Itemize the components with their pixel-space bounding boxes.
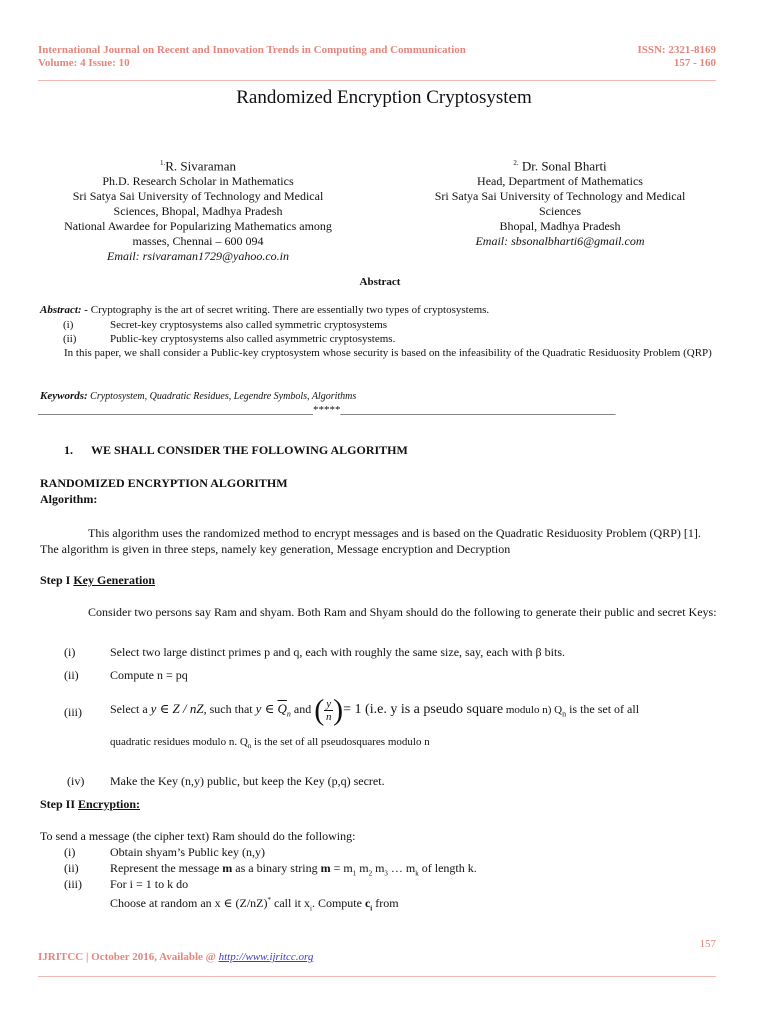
algorithm-paragraph: This algorithm uses the randomized method to encrypt messages and is based on the Quadratic Residuosity Problem (QRP) [1]. The algorithm is given in three steps, namely key generation, Message encryption and Decryption <box>40 526 701 556</box>
step2-iv-a: Choose at random an x ∈ (Z/nZ) <box>110 896 268 910</box>
step1-iii-a: Select a <box>110 702 151 716</box>
footer-rule <box>38 976 716 977</box>
step2-iii-num: (iii) <box>64 877 82 891</box>
step1-iii-num: (iii) <box>64 705 82 719</box>
author-2-line: Sri Satya Sai University of Technology and Medical <box>434 189 686 204</box>
abstract-item-num: (ii) <box>63 333 77 345</box>
step2-ii-s2: 2 <box>368 869 373 878</box>
step1-ii-text: Compute n = pq <box>110 668 188 682</box>
author-2-name: Dr. Sonal Bharti <box>521 158 607 174</box>
step2-paragraph: To send a message (the cipher text) Ram should do the following: <box>40 829 356 843</box>
issn: ISSN: 2321-8169 <box>637 44 716 56</box>
step2-iv-e: from <box>372 896 399 910</box>
step2-ii-i: of length k. <box>418 861 477 875</box>
step1-iii-f: modulo n) Q <box>503 704 563 716</box>
step2-iv-sub2: i <box>370 904 373 913</box>
math-y-in-zn: y ∈ Z / nZ <box>150 701 204 716</box>
author-2 <box>402 155 718 249</box>
step1-ii-num: (ii) <box>64 668 79 682</box>
step2-ii-h: … m <box>387 861 416 875</box>
math-y-in: y ∈ <box>255 701 278 716</box>
abstract-intro-text: Cryptography is the art of secret writing. There are essentially two types of cryptosystems. <box>87 304 490 316</box>
legendre-close-paren-icon: ) <box>333 693 344 727</box>
keywords-text: Cryptosystem, Quadratic Residues, Legendre Symbols, Algorithms <box>87 391 357 402</box>
header-rule <box>38 80 716 81</box>
step2-iv-d: c <box>364 896 371 910</box>
author-2-line: Bhopal, Madhya Pradesh <box>499 219 621 234</box>
step1-iii-b: , such that <box>203 702 256 716</box>
abstract-body: In this paper, we shall consider a Public-key cryptosystem whose security is based on the infeasibility of the Quadratic Residuosity Problem (QRP) <box>64 347 712 359</box>
separator-left: __________________________________________________ <box>38 404 313 416</box>
step2-ii-sk: k <box>415 869 419 878</box>
author-1-name: R. Sivaraman <box>165 158 236 174</box>
step1-i-num: (i) <box>64 645 76 659</box>
step2-label: Step II <box>40 797 79 811</box>
math-q-sub: n <box>286 709 291 719</box>
footer-page-number: 157 <box>699 938 716 950</box>
legendre-den: n <box>325 710 332 723</box>
author-1-line: Ph.D. Research Scholar in Mathematics <box>102 174 294 189</box>
step1-iii-text <box>110 689 639 735</box>
abstract-heading: Abstract <box>359 276 401 288</box>
abstract-item-text: Public-key cryptosystems also called asymmetric cryptosystems. <box>110 333 396 345</box>
footer-link[interactable]: http://www.ijritcc.org <box>218 951 314 963</box>
step2-ii-a: Represent the message <box>110 861 223 875</box>
step1-iii-line2b: n <box>247 742 252 751</box>
step1-iii-h: is the set of all <box>566 702 640 716</box>
keywords-label: Keywords: <box>40 390 88 402</box>
algorithm-heading: RANDOMIZED ENCRYPTION ALGORITHM <box>40 476 288 490</box>
author-1-line: masses, Chennai – 600 094 <box>132 234 264 249</box>
abstract-separator <box>38 403 718 417</box>
step1-title: Key Generation <box>73 573 155 587</box>
volume-issue: Volume: 4 Issue: 10 <box>38 57 130 69</box>
step1-iii-d: = 1 <box>343 702 366 717</box>
step1-iii-c: and <box>290 702 315 716</box>
step2-i-text: Obtain shyam’s Public key (n,y) <box>110 845 265 859</box>
step1-iii-line2a: quadratic residues modulo n. Q <box>110 736 248 748</box>
page-range: 157 - 160 <box>673 57 716 69</box>
author-1-line: National Awardee for Popularizing Mathematics among <box>64 219 332 234</box>
author-2-line: Head, Department of Mathematics <box>477 174 643 189</box>
step1-heading <box>40 573 155 588</box>
step2-ii-s1: 1 <box>352 869 357 878</box>
step1-iii-e: (i.e. y is a pseudo square <box>365 702 504 717</box>
step1-iii-g: n <box>562 709 567 719</box>
step2-heading <box>40 797 140 812</box>
abstract-item-text: Secret-key cryptosystems also called symmetric cryptosystems <box>110 319 388 331</box>
step2-ii-f: m <box>356 861 369 875</box>
step2-ii-c: as a binary string <box>232 861 321 875</box>
step2-iv-sub: i <box>310 904 312 913</box>
author-2-sup: 2. <box>513 159 519 167</box>
math-q: $\overline{Q}$ <box>277 701 287 716</box>
author-1-email: Email: rsivaraman1729@yahoo.co.in <box>106 249 290 264</box>
step2-iii-text: For i = 1 to k do <box>110 877 189 891</box>
step1-iv-text: Make the Key (n,y) public, but keep the Key (p,q) secret. <box>110 774 385 788</box>
step2-ii-num: (ii) <box>64 861 79 875</box>
step2-ii-b: m <box>222 861 233 875</box>
legendre-symbol <box>324 698 333 723</box>
step2-i-num: (i) <box>64 845 76 859</box>
step2-ii-d: m <box>320 861 331 875</box>
algorithm-subheading: Algorithm: <box>40 492 98 506</box>
legendre-num: y <box>326 697 332 710</box>
author-1-line: Sciences, Bhopal, Madhya Pradesh <box>113 204 283 219</box>
step2-iv-text <box>110 893 399 916</box>
legendre-open-paren-icon: ( <box>314 693 325 727</box>
abstract-item-num: (i) <box>63 319 74 331</box>
step1-iv-num: (iv) <box>67 774 85 788</box>
separator-stars: ***** <box>313 404 341 416</box>
step2-title: Encryption: <box>78 797 141 811</box>
footer-text <box>38 951 313 964</box>
step2-iv-b: call it x <box>271 896 311 910</box>
author-1-line: Sri Satya Sai University of Technology and Medical <box>72 189 324 204</box>
section-heading: WE SHALL CONSIDER THE FOLLOWING ALGORITHM <box>91 443 408 457</box>
step2-iv-c: . Compute <box>311 896 365 910</box>
section-number: 1. <box>64 443 73 457</box>
footer-left: IJRITCC | October 2016, Available @ <box>38 951 219 963</box>
author-1 <box>40 155 356 264</box>
step1-iii-line2c: is the set of all pseudosquares modulo n <box>251 736 430 748</box>
author-1-sup: 1. <box>159 159 166 167</box>
step1-paragraph: Consider two persons say Ram and shyam. Both Ram and Shyam should do the following to generate their public and secret Keys: <box>88 605 717 619</box>
step1-label: Step I <box>40 573 74 587</box>
abstract-intro <box>40 303 720 317</box>
step2-ii-g: m <box>372 861 385 875</box>
keywords <box>40 389 720 404</box>
separator-right: __________________________________________________ <box>340 404 616 416</box>
step2-iv-sup: * <box>267 896 272 904</box>
step1-i-text: Select two large distinct primes p and q, each with roughly the same size, say, each with β bits. <box>110 645 565 659</box>
step2-ii-e: = m <box>330 861 353 875</box>
paper-title: Randomized Encryption Cryptosystem <box>236 87 532 108</box>
step2-ii-s3: 3 <box>384 869 388 878</box>
abstract-label: Abstract: - <box>40 304 88 316</box>
journal-name: International Journal on Recent and Innovation Trends in Computing and Communication <box>38 44 466 56</box>
author-2-line: Sciences <box>539 204 581 219</box>
author-2-email: Email: sbsonalbharti6@gmail.com <box>475 234 645 249</box>
step1-iii-line2 <box>110 735 430 754</box>
